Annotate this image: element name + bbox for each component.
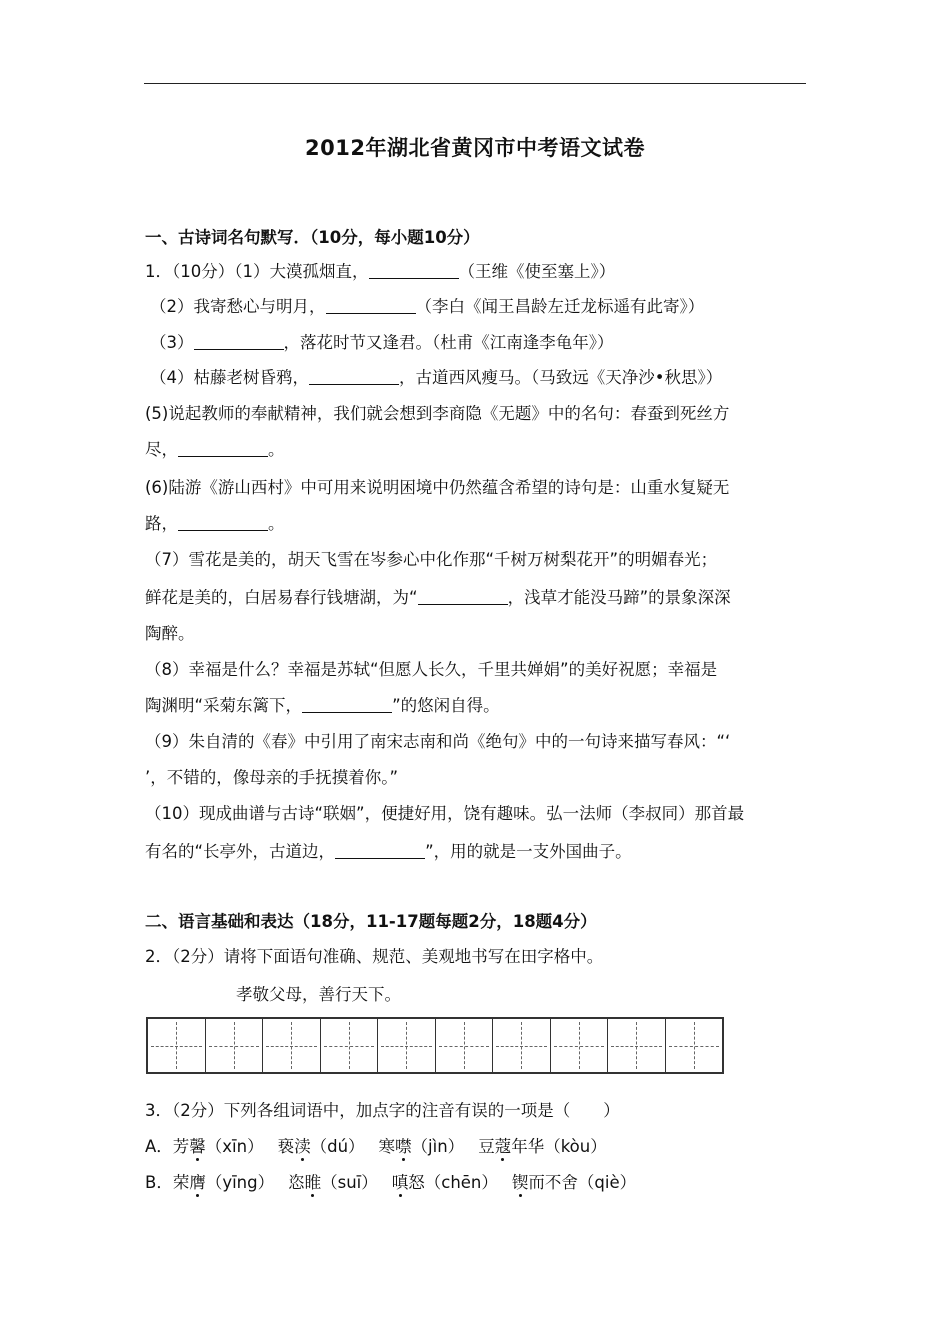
q1-10-line1: （10）现成曲谱与古诗“联姻”，便捷好用，饶有趣味。弘一法师（李叔同）那首最 (145, 804, 745, 823)
q1-7-line1: （7）雪花是美的，胡天飞雪在岑参心中化作那“千树万树梨花开”的明媚春光； (145, 550, 718, 569)
option-a-label: A． (145, 1137, 173, 1156)
grid-cell[interactable] (321, 1019, 379, 1072)
q1-7-line2: 鲜花是美的，白居易春行钱塘湖，为“ ，浅草才能没马蹄”的景象深深 (145, 588, 731, 607)
q2-sentence: 孝敬父母，善行天下。 (236, 985, 401, 1004)
dotted-char: 馨 (189, 1137, 206, 1156)
dotted-char: 渎 (294, 1137, 311, 1156)
q2-text: 2．（2分）请将下面语句准确、规范、美观地书写在田字格中。 (145, 947, 604, 966)
answer-blank[interactable] (178, 514, 268, 531)
q1-8-line2: 陶渊明“采菊东篱下， ”的悠闲自得。 (145, 696, 500, 715)
dotted-char: 噤 (395, 1137, 412, 1156)
grid-cell[interactable] (608, 1019, 666, 1072)
answer-blank[interactable] (335, 842, 425, 859)
answer-blank[interactable] (194, 333, 284, 350)
dotted-char: 蔻 (494, 1137, 512, 1156)
q1-9-line1: （9）朱自清的《春》中引用了南宋志南和尚《绝句》中的一句诗来描写春风：“‘ (145, 732, 731, 751)
grid-cell[interactable] (493, 1019, 551, 1072)
grid-cell[interactable] (378, 1019, 436, 1072)
q1-5-line1: (5)说起教师的奉献精神，我们就会想到李商隐《无题》中的名句：春蚕到死丝方 (145, 404, 730, 423)
section1-heading: 一、古诗词名句默写．（10分，每小题10分） (145, 228, 480, 247)
dotted-char: 锲 (511, 1173, 529, 1192)
tianzige-grid[interactable] (146, 1017, 724, 1074)
q1-5-line2: 尽， 。 (145, 440, 285, 459)
q1-10-line2: 有名的“长亭外，古道边， ”，用的就是一支外国曲子。 (145, 842, 632, 861)
q1-4-line: （4）枯藤老树昏鸦， ，古道西风瘦马。（马致远《天净沙•秋思》） (150, 368, 723, 387)
q1-7-line3: 陶醉。 (145, 624, 195, 643)
grid-cell[interactable] (666, 1019, 723, 1072)
dotted-char: 嗔 (391, 1173, 409, 1192)
grid-cell[interactable] (436, 1019, 494, 1072)
option-a[interactable]: A．芳馨（xīn） 亵渎（dú） 寒噤（jìn） 豆蔻年华（kòu） (145, 1137, 607, 1156)
answer-blank[interactable] (302, 696, 392, 713)
q1-2-line: （2）我寄愁心与明月， （李白《闻王昌龄左迁龙标遥有此寄》） (150, 297, 705, 316)
q1-9-line2: ’，不错的，像母亲的手抚摸着你。” (145, 768, 399, 787)
q1-3-line: （3） ，落花时节又逢君。（杜甫《江南逢李龟年》） (150, 333, 614, 352)
section2-heading: 二、语言基础和表达（18分，11-17题每题2分，18题4分） (145, 912, 597, 931)
answer-blank[interactable] (326, 297, 416, 314)
header-rule (144, 83, 806, 84)
grid-cell[interactable] (263, 1019, 321, 1072)
grid-cell[interactable] (148, 1019, 206, 1072)
dotted-char: 膺 (189, 1173, 206, 1192)
grid-cell[interactable] (551, 1019, 609, 1072)
answer-blank[interactable] (418, 588, 508, 605)
q3-text: 3．（2分）下列各组词语中，加点字的注音有误的一项是（ ） (145, 1101, 620, 1120)
option-b-label: B． (145, 1173, 173, 1192)
option-b[interactable]: B．荣膺（yīng） 恣睢（suī） 嗔怒（chēn） 锲而不舍（qiè） (145, 1173, 637, 1192)
answer-blank[interactable] (369, 262, 459, 279)
answer-blank[interactable] (178, 440, 268, 457)
answer-blank[interactable] (309, 368, 399, 385)
q1-6-line1: (6)陆游《游山西村》中可用来说明困境中仍然蕴含希望的诗句是：山重水复疑无 (145, 478, 730, 497)
dotted-char: 睢 (304, 1173, 322, 1192)
page-title: 2012年湖北省黄冈市中考语文试卷 (305, 136, 645, 160)
q1-6-line2: 路， 。 (145, 514, 285, 533)
q1-8-line1: （8）幸福是什么？幸福是苏轼“但愿人长久，千里共婵娟”的美好祝愿；幸福是 (145, 660, 718, 679)
grid-cell[interactable] (206, 1019, 264, 1072)
q1-line: 1．（10分）（1）大漠孤烟直， （王维《使至塞上》） (145, 262, 616, 281)
